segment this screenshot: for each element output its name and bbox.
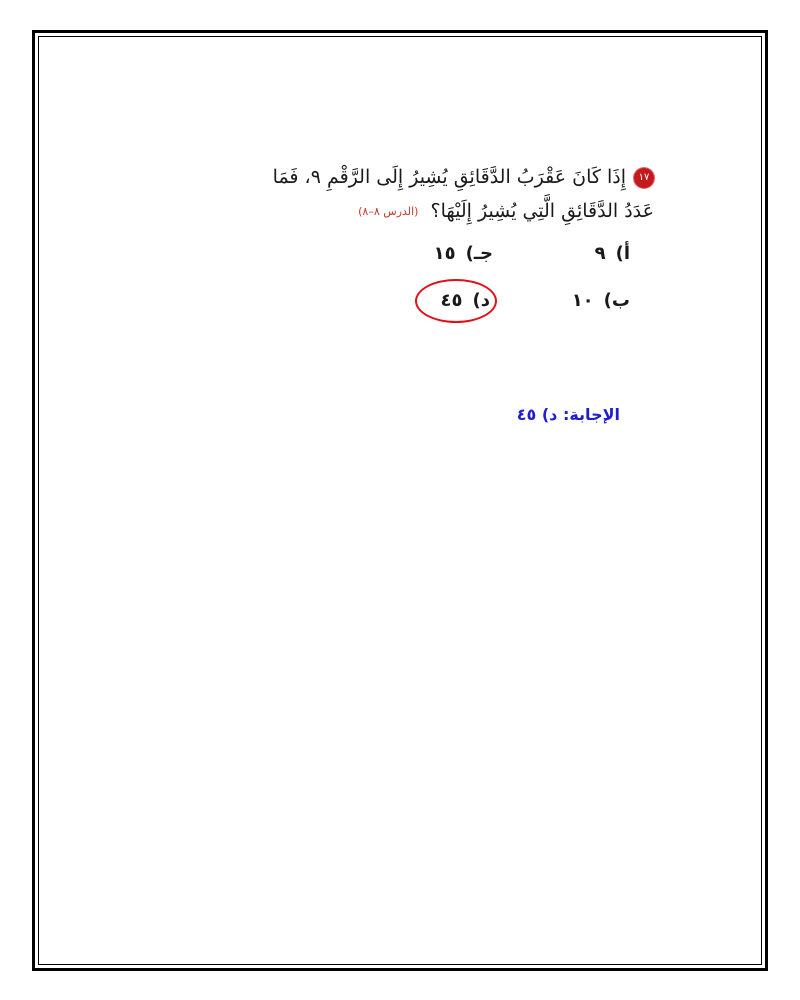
question-number-badge: ١٧ xyxy=(634,168,654,188)
question-text-line-1: إِذَا كَانَ عَقْرَبُ الدَّقَائِقِ يُشِيرُ إِلَى الرَّقْمِ ٩، فَمَا xyxy=(272,166,626,188)
lesson-reference: (الدرس ٨–٨) xyxy=(358,205,419,218)
question-line-1 xyxy=(134,160,654,194)
choice-b-letter: ب) xyxy=(603,290,630,311)
choice-a-letter: أ) xyxy=(615,243,630,264)
correct-answer-circle xyxy=(415,279,497,323)
choice-c-letter: جـ) xyxy=(465,243,493,264)
choice-d-letter: د) xyxy=(472,290,490,311)
question-line-2 xyxy=(134,194,654,229)
choice-d-value: ٤٥ xyxy=(440,290,463,311)
choice-a xyxy=(595,243,630,264)
choice-c xyxy=(434,243,493,264)
choice-a-value: ٩ xyxy=(594,243,606,264)
choice-b-value: ١٠ xyxy=(571,290,594,311)
choice-b xyxy=(572,290,630,311)
choice-c-value: ١٥ xyxy=(433,243,456,264)
question-text-line-2: عَدَدُ الدَّقَائِقِ الَّتِي يُشِيرُ إِلَيْهَا؟ xyxy=(430,200,654,222)
answer-text: الإجابة: د) ٤٥ xyxy=(516,405,620,424)
question-block xyxy=(134,160,654,229)
